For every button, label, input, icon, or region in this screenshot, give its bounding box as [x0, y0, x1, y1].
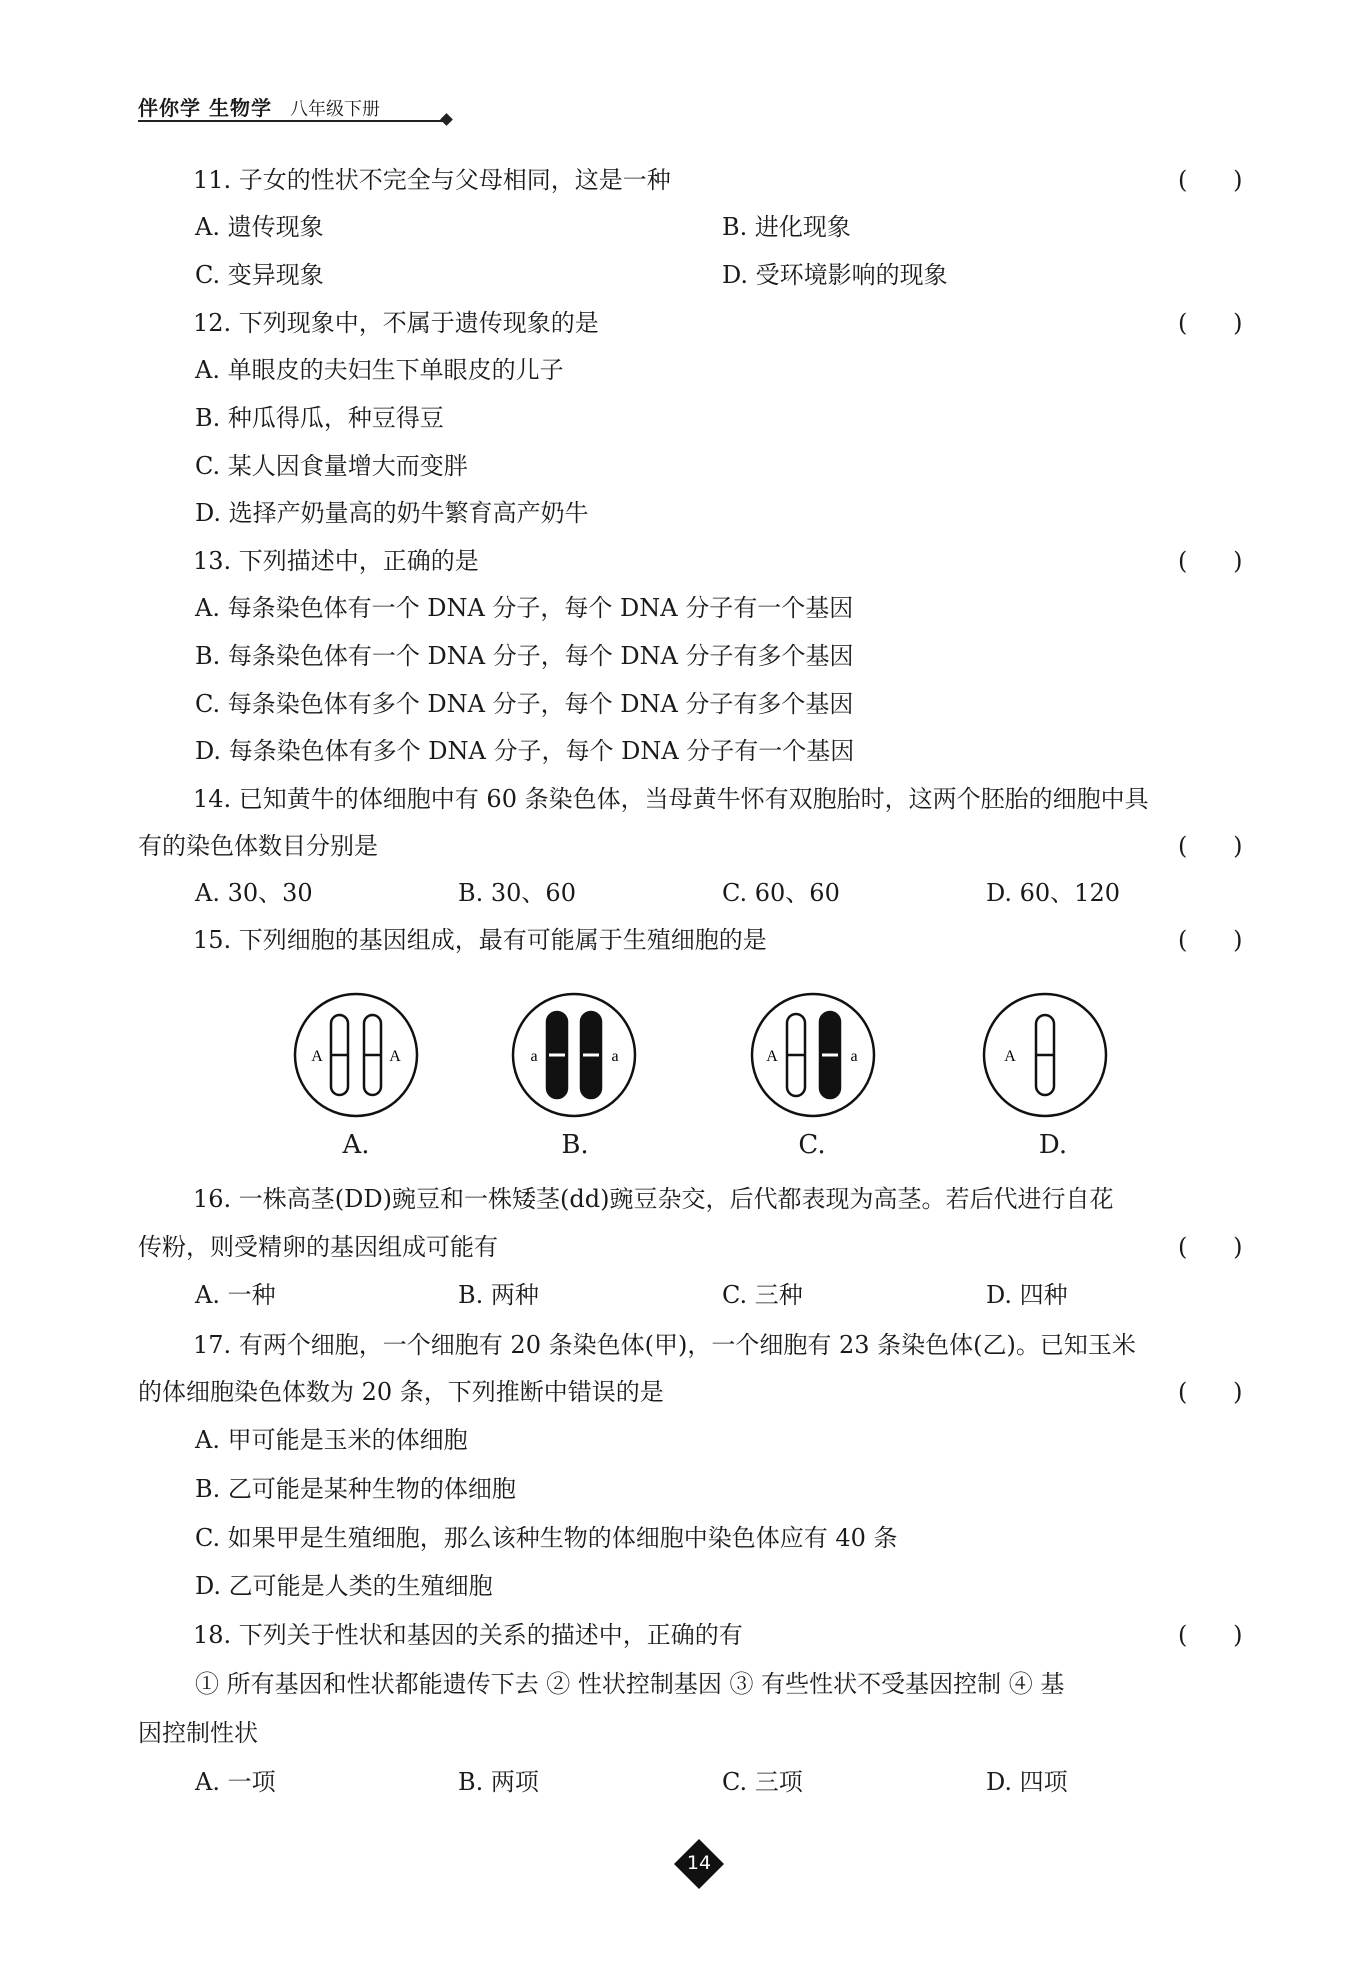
q17-option-d: D. 乙可能是人类的生殖细胞 [195, 1572, 493, 1600]
q14-answer-paren[interactable]: ( ) [1178, 832, 1243, 860]
q16-option-d: D. 四种 [986, 1281, 1068, 1309]
gene-label: a [850, 1048, 858, 1065]
q16-answer-paren[interactable]: ( ) [1178, 1233, 1243, 1261]
q13-stem: 13. 下列描述中，正确的是 [193, 547, 479, 575]
q18-answer-paren[interactable]: ( ) [1178, 1621, 1243, 1649]
q12-answer-paren[interactable]: ( ) [1178, 309, 1243, 337]
q17-option-c: C. 如果甲是生殖细胞，那么该种生物的体细胞中染色体应有 40 条 [195, 1524, 898, 1552]
q11-answer-paren[interactable]: ( ) [1178, 166, 1243, 194]
q14-option-a: A. 30、30 [195, 879, 313, 907]
q11-option-d: D. 受环境影响的现象 [722, 261, 948, 289]
q17-stem-line1: 17. 有两个细胞，一个细胞有 20 条染色体(甲)，一个细胞有 23 条染色体(乙)。已知玉米 [193, 1331, 1136, 1359]
q18-option-a: A. 一项 [195, 1768, 276, 1796]
q13-answer-paren[interactable]: ( ) [1178, 547, 1243, 575]
q17-stem-line2: 的体细胞染色体数为 20 条，下列推断中错误的是 [138, 1378, 664, 1406]
cell-diagram-d [980, 990, 1110, 1120]
q12-stem: 12. 下列现象中，不属于遗传现象的是 [193, 309, 599, 337]
q11-option-b: B. 进化现象 [722, 213, 851, 241]
q12-option-d: D. 选择产奶量高的奶牛繁育高产奶牛 [195, 499, 589, 527]
q18-statements-line1: ① 所有基因和性状都能遗传下去 ② 性状控制基因 ③ 有些性状不受基因控制 ④ 基 [195, 1670, 1065, 1698]
cell-diagram-c [748, 990, 878, 1120]
q18-statements-line2: 因控制性状 [138, 1719, 258, 1747]
figure-label-c: C. [798, 1130, 826, 1160]
q16-stem-line2: 传粉，则受精卵的基因组成可能有 [138, 1233, 498, 1261]
q13-option-b: B. 每条染色体有一个 DNA 分子，每个 DNA 分子有多个基因 [195, 642, 854, 670]
figure-label-a: A. [342, 1130, 370, 1160]
q18-option-b: B. 两项 [458, 1768, 539, 1796]
gene-label: A [389, 1048, 401, 1065]
q13-option-a: A. 每条染色体有一个 DNA 分子，每个 DNA 分子有一个基因 [195, 594, 854, 622]
q17-option-b: B. 乙可能是某种生物的体细胞 [195, 1475, 516, 1503]
grade-label: 八年级下册 [289, 99, 380, 120]
q14-stem-line1: 14. 已知黄牛的体细胞中有 60 条染色体，当母黄牛怀有双胞胎时，这两个胚胎的细胞中具 [193, 785, 1149, 813]
q15-answer-paren[interactable]: ( ) [1178, 926, 1243, 954]
q16-option-c: C. 三种 [722, 1281, 803, 1309]
diamond-icon [440, 113, 453, 126]
gene-label: A [1004, 1048, 1016, 1065]
gene-label: A [766, 1048, 778, 1065]
q16-option-a: A. 一种 [195, 1281, 276, 1309]
q17-option-a: A. 甲可能是玉米的体细胞 [195, 1426, 468, 1454]
q14-option-c: C. 60、60 [722, 879, 840, 907]
page-header [138, 92, 458, 132]
q11-stem: 11. 子女的性状不完全与父母相同，这是一种 [193, 166, 671, 194]
q18-option-c: C. 三项 [722, 1768, 803, 1796]
q12-option-c: C. 某人因食量增大而变胖 [195, 452, 468, 480]
q12-option-b: B. 种瓜得瓜，种豆得豆 [195, 404, 444, 432]
header-rule [138, 120, 446, 122]
cell-diagram-b [509, 990, 639, 1120]
cell-diagram-a [291, 990, 421, 1120]
gene-label: a [530, 1048, 538, 1065]
q13-option-c: C. 每条染色体有多个 DNA 分子，每个 DNA 分子有多个基因 [195, 690, 854, 718]
q12-option-a: A. 单眼皮的夫妇生下单眼皮的儿子 [195, 356, 564, 384]
q18-option-d: D. 四项 [986, 1768, 1068, 1796]
q16-stem-line1: 16. 一株高茎(DD)豌豆和一株矮茎(dd)豌豆杂交，后代都表现为高茎。若后代进行自花 [193, 1185, 1114, 1213]
q17-answer-paren[interactable]: ( ) [1178, 1378, 1243, 1406]
gene-label: a [611, 1048, 619, 1065]
q14-option-b: B. 30、60 [458, 879, 576, 907]
q15-stem: 15. 下列细胞的基因组成，最有可能属于生殖细胞的是 [193, 926, 767, 954]
figure-label-d: D. [1038, 1130, 1068, 1160]
page-number: 14 [686, 1852, 712, 1874]
q16-option-b: B. 两种 [458, 1281, 539, 1309]
q14-option-d: D. 60、120 [986, 879, 1120, 907]
q13-option-d: D. 每条染色体有多个 DNA 分子，每个 DNA 分子有一个基因 [195, 737, 855, 765]
q11-option-a: A. 遗传现象 [195, 213, 324, 241]
q11-option-c: C. 变异现象 [195, 261, 324, 289]
q14-stem-line2: 有的染色体数目分别是 [138, 832, 378, 860]
book-title: 伴你学 生物学 [138, 96, 272, 120]
figure-label-b: B. [561, 1130, 589, 1160]
gene-label: A [311, 1048, 323, 1065]
page-number-badge [673, 1838, 725, 1890]
q18-stem: 18. 下列关于性状和基因的关系的描述中，正确的有 [193, 1621, 743, 1649]
